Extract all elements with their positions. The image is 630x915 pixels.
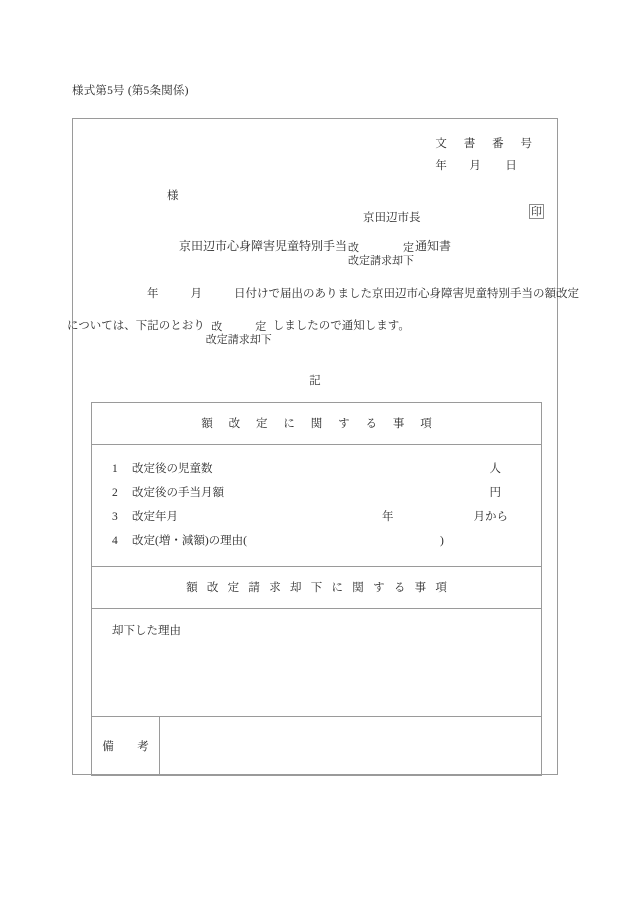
item-number: 2 bbox=[112, 487, 118, 499]
issue-date-month: 月 bbox=[469, 160, 481, 172]
document-title bbox=[73, 237, 557, 267]
document-frame bbox=[67, 118, 579, 775]
title-prefix: 京田辺市心身障害児童特別手当 bbox=[178, 239, 347, 253]
item-label: 改定後の手当月額 bbox=[132, 487, 224, 499]
item-number: 3 bbox=[112, 511, 118, 523]
note-label: 備 考 bbox=[92, 717, 160, 775]
body-year: 年 bbox=[147, 288, 159, 300]
list-item bbox=[92, 481, 541, 505]
rejection-reason-label: 却下した理由 bbox=[112, 625, 181, 637]
addressee-honorific: 様 bbox=[167, 190, 179, 202]
item-unit: 円 bbox=[489, 487, 501, 499]
list-item bbox=[92, 505, 541, 529]
details-table bbox=[91, 402, 542, 776]
item-number: 4 bbox=[112, 535, 118, 547]
list-item bbox=[92, 457, 541, 481]
document-number-block bbox=[435, 133, 539, 177]
body-alt-top: 改 定 bbox=[211, 321, 267, 333]
body-alternative-stack bbox=[206, 321, 272, 347]
item-unit: 人 bbox=[489, 463, 501, 475]
issue-date-day: 日 bbox=[505, 160, 517, 172]
section-heading-rejection: 額 改 定 請 求 却 下 に 関 す る 事 項 bbox=[92, 567, 541, 609]
body-line-2-prefix: については、下記のとおり bbox=[67, 320, 205, 332]
item-unit: 月から bbox=[473, 511, 508, 523]
item-paren-close: ) bbox=[440, 535, 444, 547]
item-label: 改定(増・減額)の理由( bbox=[132, 535, 247, 547]
rejection-reason-cell bbox=[92, 609, 541, 717]
title-suffix: 通知書 bbox=[415, 239, 452, 253]
revision-items-list bbox=[92, 445, 541, 567]
title-alternative-stack bbox=[348, 242, 414, 268]
body-line-2-suffix: しましたので通知します。 bbox=[272, 320, 410, 332]
body-month: 月 bbox=[190, 288, 202, 300]
issue-date-line bbox=[435, 155, 539, 177]
note-value bbox=[160, 717, 541, 775]
body-line-1-text: 日付けで届出のありました京田辺市心身障害児童特別手当の額改定 bbox=[234, 288, 579, 300]
body-alt-bottom: 改定請求却下 bbox=[205, 334, 272, 346]
item-year-marker: 年 bbox=[382, 511, 394, 523]
form-number: 様式第5号 (第5条関係) bbox=[72, 85, 189, 97]
issuer-name: 京田辺市長 bbox=[363, 212, 421, 224]
title-alt-top: 改 定 bbox=[348, 242, 414, 254]
issue-date-year: 年 bbox=[435, 160, 447, 172]
body-line-1 bbox=[117, 285, 579, 301]
list-item bbox=[92, 529, 541, 553]
item-label: 改定年月 bbox=[132, 511, 178, 523]
seal-icon: 印 bbox=[531, 206, 542, 218]
section-heading-amount-revision: 額 改 定 に 関 す る 事 項 bbox=[92, 403, 541, 445]
body-line-2 bbox=[67, 317, 551, 346]
item-number: 1 bbox=[112, 463, 118, 475]
note-row bbox=[92, 717, 541, 776]
title-alt-bottom: 改定請求却下 bbox=[348, 255, 414, 267]
ki-marker: 記 bbox=[309, 375, 321, 387]
document-number-label: 文 書 番 号 bbox=[435, 138, 539, 150]
item-label: 改定後の児童数 bbox=[132, 463, 213, 475]
